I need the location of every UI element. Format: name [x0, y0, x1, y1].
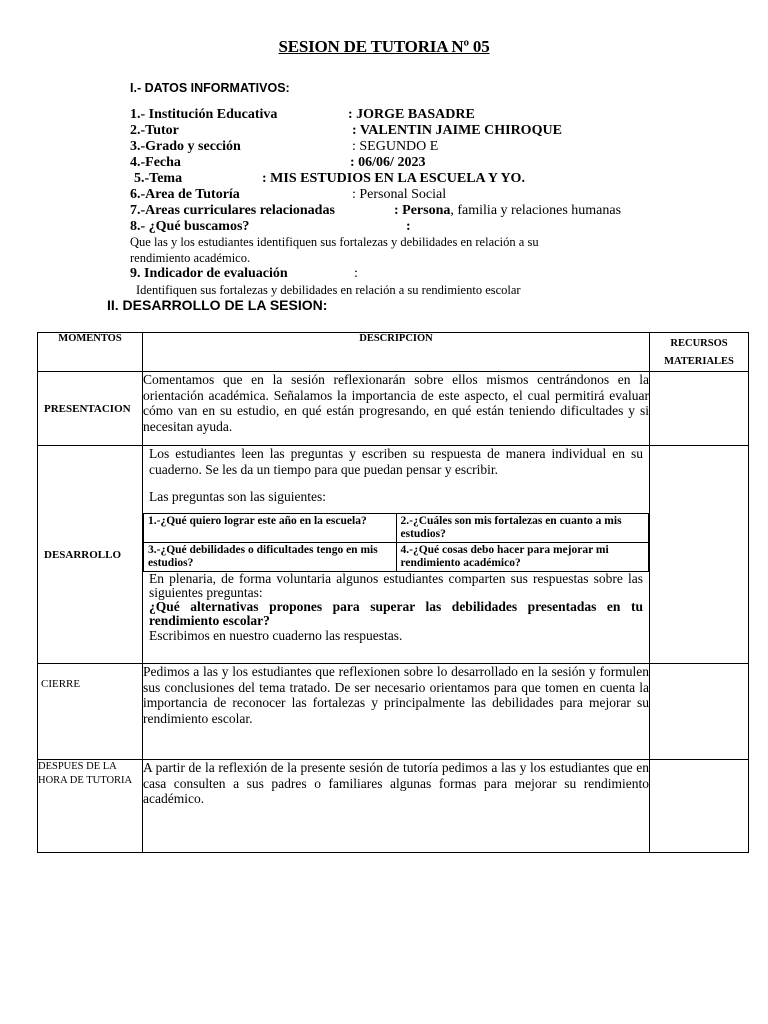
info-row-tutor: [130, 123, 562, 139]
recursos-presentacion: [650, 372, 749, 446]
recursos-desarrollo: [650, 446, 749, 664]
descripcion-cierre: Pedimos a las y los estudiantes que reflexionen sobre lo desarrollado en la sesión y formulen sus conclusiones del tema tratado. De ser necesario orientamos para que tomen en cuenta la importancia de reconocer las fortalezas y principalmente las debilidades para mejorar su rendimiento escolar.: [143, 664, 650, 760]
indicador-text: Identifiquen sus fortalezas y debilidades en relación a su rendimiento escolar: [136, 283, 521, 297]
indicador-row: [130, 266, 358, 282]
desarrollo-plenaria: En plenaria, de forma voluntaria algunos estudiantes comparten sus respuestas sobre las siguientes preguntas:: [149, 570, 643, 600]
descripcion-despues: A partir de la reflexión de la presente sesión de tutoría pedimos a las y los estudiantes que en casa consulten a sus padres o familiares algunas formas para mejorar su rendimiento académico.: [143, 760, 650, 853]
momento-despues: DESPUES DE LA HORA DE TUTORIA: [38, 760, 143, 853]
momento-desarrollo: DESARROLLO: [38, 446, 143, 664]
info-value-bold: : Persona: [394, 203, 451, 218]
desarrollo-escribimos: Escribimos en nuestro cuaderno las respuestas.: [149, 627, 403, 643]
info-label: 5.-Tema: [134, 171, 183, 186]
indicador-label: 9. Indicador de evaluación: [130, 266, 288, 281]
info-value: : SEGUNDO E: [352, 139, 439, 154]
info-value: : JORGE BASADRE: [348, 107, 475, 122]
info-value: : 06/06/ 2023: [350, 155, 426, 170]
header-momentos: MOMENTOS: [38, 333, 143, 372]
pregunta-1: 1.-¿Qué quiero lograr este año en la escuela?: [144, 513, 397, 542]
table-row-cierre: [38, 664, 749, 760]
buscamos-text: Que las y los estudiantes identifiquen sus fortalezas y debilidades en relación a su rendimiento académico.: [130, 235, 539, 265]
recursos-cierre: [650, 664, 749, 760]
info-row-fecha: [130, 155, 426, 171]
recursos-despues: [650, 760, 749, 853]
pregunta-2: 2.-¿Cuáles son mis fortalezas en cuanto a mis estudios?: [396, 513, 649, 542]
info-value: : Personal Social: [352, 187, 447, 202]
info-label: 2.-Tutor: [130, 123, 179, 138]
info-label: 3.-Grado y sección: [130, 139, 241, 154]
desarrollo-alternativas: ¿Qué alternativas propones para superar las debilidades presentadas en tu rendimiento escolar?: [149, 598, 643, 628]
session-table: [37, 332, 749, 853]
info-row-areas-curriculares: [130, 203, 622, 219]
desarrollo-intro: Los estudiantes leen las preguntas y escriben su respuesta de manera individual en su cuaderno. Se les da un tiempo para que puedan pensar y escribir.: [149, 446, 643, 477]
info-row-area: [130, 187, 447, 203]
page-title: SESION DE TUTORIA Nº 05: [278, 37, 490, 56]
header-descripcion: DESCRIPCION: [143, 333, 650, 372]
pregunta-4: 4.-¿Qué cosas debo hacer para mejorar mi rendimiento académico?: [396, 542, 649, 571]
descripcion-desarrollo: [143, 446, 650, 664]
header-recursos: RECURSOS MATERIALES: [650, 333, 749, 372]
info-value: , familia y relaciones humanas: [450, 203, 622, 218]
info-value: : VALENTIN JAIME CHIROQUE: [352, 123, 562, 138]
momento-presentacion: PRESENTACION: [38, 372, 143, 446]
info-label: 1.- Institución Educativa: [130, 107, 278, 122]
info-row-tema: [134, 171, 525, 187]
info-label: 8.- ¿Qué buscamos?: [130, 219, 250, 234]
info-label: 4.-Fecha: [130, 155, 181, 170]
section-datos-informativos: I.- DATOS INFORMATIVOS:: [130, 81, 290, 95]
momento-cierre: CIERRE: [38, 664, 143, 760]
pregunta-3: 3.-¿Qué debilidades o dificultades tengo en mis estudios?: [144, 542, 397, 571]
descripcion-presentacion: Comentamos que en la sesión reflexionarán sobre ellos mismos centrándonos en la orientación académica. Señalamos la importancia de este aspecto, el cual permitirá evaluar cómo van en su estudio, en qué están progresando, en qué están teniendo dificultades y si necesitan ayuda.: [143, 372, 650, 446]
preguntas-table: [143, 513, 649, 572]
section-desarrollo-sesion: II. DESARROLLO DE LA SESION:: [107, 297, 328, 313]
info-value: :: [406, 219, 411, 234]
table-header-row: [38, 333, 749, 372]
info-label: 7.-Areas curriculares relacionadas: [130, 203, 335, 218]
info-row-que-buscamos: [130, 219, 411, 235]
info-row-grado: [130, 139, 439, 155]
info-label: 6.-Area de Tutoría: [130, 187, 240, 202]
info-value: : MIS ESTUDIOS EN LA ESCUELA Y YO.: [262, 171, 525, 186]
table-row-despues: [38, 760, 749, 853]
desarrollo-preguntas-intro: Las preguntas son las siguientes:: [149, 489, 326, 504]
indicador-colon: :: [354, 266, 358, 281]
info-row-institucion: [130, 107, 475, 123]
table-row-presentacion: [38, 372, 749, 446]
table-row-desarrollo: [38, 446, 749, 664]
